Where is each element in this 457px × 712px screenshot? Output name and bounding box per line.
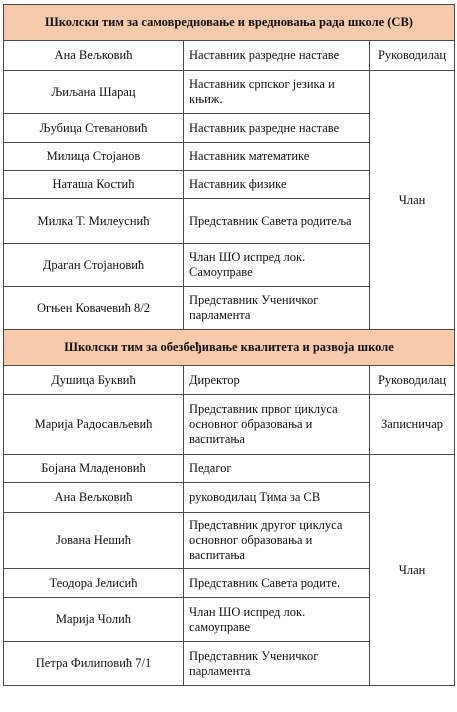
member-position: Члан [370,455,455,686]
member-name: Душица Буквић [4,366,184,395]
table-row [4,366,455,395]
member-role: Представник Савета родитеља [184,199,370,244]
table-row [4,71,455,114]
section-title: Школски тим за самовредновање и вредновања рада школе (СВ) [4,5,455,41]
member-position: Руководилац [370,366,455,395]
member-role: Наставник разредне наставе [184,41,370,71]
member-role: Представник првог циклуса основног образовања и васпитања [184,395,370,455]
member-role: Наставник разредне наставе [184,114,370,143]
member-role: Представник Савета родите. [184,569,370,598]
member-position: Члан [370,71,455,330]
member-name: Љиљана Шарац [4,71,184,114]
member-role: Члан ШО испред лок. Самоуправе [184,244,370,287]
member-name: Ана Вељковић [4,41,184,71]
section-title: Школски тим за обезбеђивање квалитета и развоја школе [4,330,455,366]
member-role: Наставник српског језика и књиж. [184,71,370,114]
section-header-row [4,330,455,366]
member-role: Педагог [184,455,370,483]
member-name: Ана Вељковић [4,483,184,513]
member-role: Наставник математике [184,143,370,171]
teams-table [3,4,455,686]
member-name: Јована Нешић [4,513,184,569]
table-row [4,41,455,71]
member-name: Љубица Стевановић [4,114,184,143]
member-name: Марија Чолић [4,598,184,642]
member-name: Драган Стојановић [4,244,184,287]
member-role: Представник Ученичког парламента [184,287,370,330]
member-role: Директор [184,366,370,395]
member-position: Руководилац [370,41,455,71]
member-name: Милка Т. Милеуснић [4,199,184,244]
member-name: Огњен Ковачевић 8/2 [4,287,184,330]
member-role: Представник другог циклуса основног образовања и васпитања [184,513,370,569]
member-name: Бојана Младеновић [4,455,184,483]
member-name: Марија Радосављевић [4,395,184,455]
member-name: Наташа Костић [4,171,184,199]
member-name: Милица Стојанов [4,143,184,171]
member-role: Представник Ученичког парламента [184,642,370,686]
member-position: Записничар [370,395,455,455]
member-role: Члан ШО испред лок. самоуправе [184,598,370,642]
table-row [4,455,455,483]
member-name: Теодора Јелисић [4,569,184,598]
member-role: руководилац Тима за СВ [184,483,370,513]
member-role: Наставник физике [184,171,370,199]
member-name: Петра Филиповић 7/1 [4,642,184,686]
section-header-row [4,5,455,41]
table-row [4,395,455,455]
